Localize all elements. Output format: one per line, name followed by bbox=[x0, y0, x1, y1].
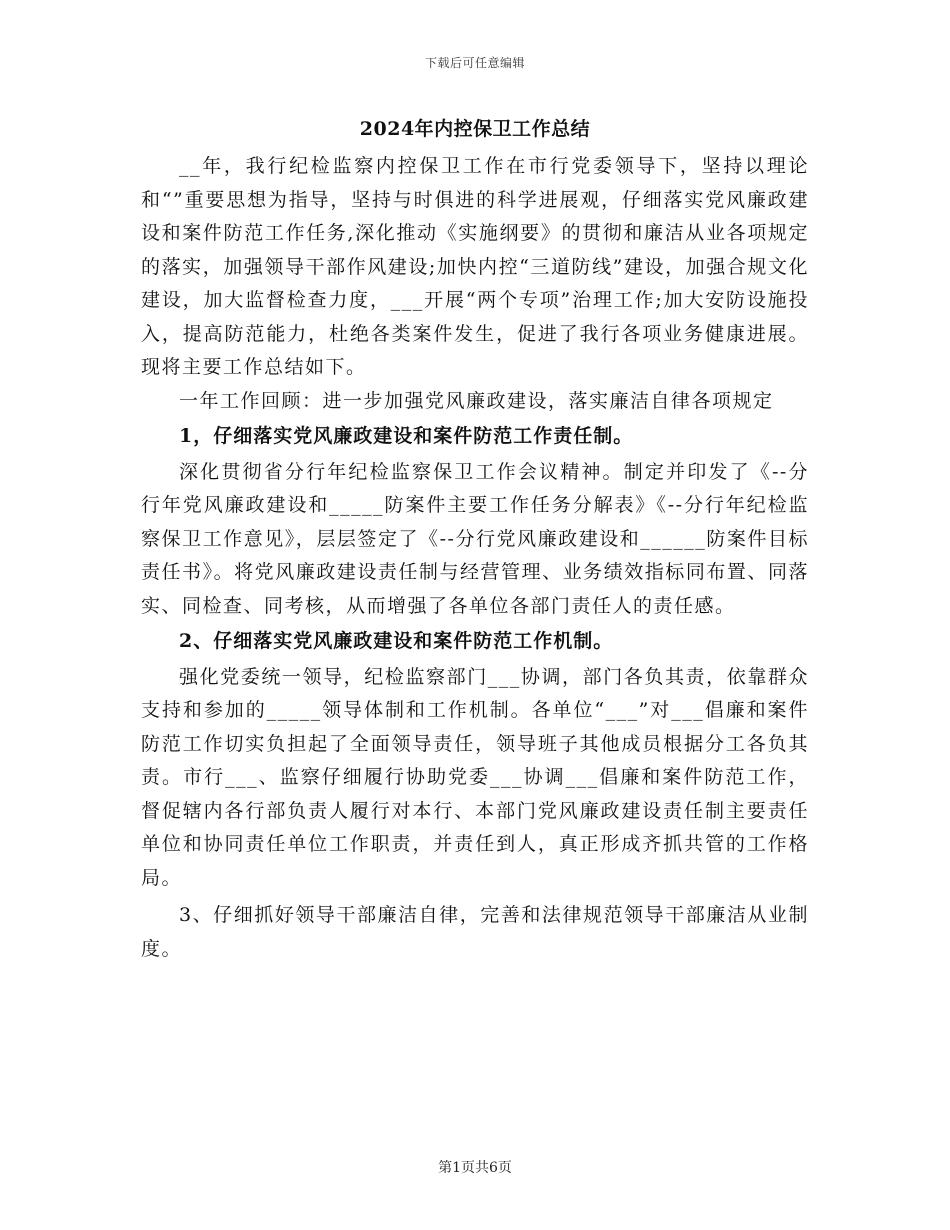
section-1-paragraph: 深化贯彻省分行年纪检监察保卫工作会议精神。制定并印发了《--分行年党风廉政建设和_____防案件主要工作任务分解表》《--分行年纪检监察保卫工作意见》，层层签定了《--分行党风廉政建设和______防案件目标责任书》。将党风廉政建设责任制与经营管理、业务绩效指标同布置、同落实、同检查、同考核，从而增强了各单位各部门责任人的责任感。 bbox=[141, 460, 809, 617]
review-paragraph: 一年工作回顾：进一步加强党风廉政建设，落实廉洁自律各项规定 bbox=[179, 389, 774, 412]
header-note: 下载后可任意编辑 bbox=[424, 56, 525, 70]
intro-paragraph: __年，我行纪检监察内控保卫工作在市行党委领导下，坚持以理论和“”重要思想为指导，坚持与时俱进的科学进展观，仔细落实党风廉政建设和案件防范工作任务,深化推动《实施纲要》的贯彻和廉洁从业各项规定的落实，加强领导干部作风建设;加快内控“三道防线”建设，加强合规文化建设，加大监督检查力度，___开展“两个专项”治理工作;加大安防设施投入，提高防范能力，杜绝各类案件发生，促进了我行各项业务健康进展。现将主要工作总结如下。 bbox=[141, 155, 809, 378]
document-title: 2024年内控保卫工作总结 bbox=[359, 118, 591, 140]
section-3-paragraph: 3、仔细抓好领导干部廉洁自律，完善和法律规范领导干部廉洁从业制度。 bbox=[141, 904, 809, 960]
section-heading-1: 1，仔细落实党风廉政建设和案件防范工作责任制。 bbox=[179, 425, 634, 447]
document-body bbox=[141, 150, 809, 966]
section-2-paragraph: 强化党委统一领导，纪检监察部门___协调，部门各负其责，依靠群众支持和参加的_____领导体制和工作机制。各单位“___”对___倡廉和案件防范工作切实负担起了全面领导责任，领导班子其他成员根据分工各负其责。市行___、监察仔细履行协助党委___协调___倡廉和案件防范工作，督促辖内各行部负责人履行对本行、本部门党风廉政建设责任制主要责任单位和协同责任单位工作职责，并责任到人，真正形成齐抓共管的工作格局。 bbox=[141, 665, 809, 889]
section-heading-2: 2、仔细落实党风廉政建设和案件防范工作机制。 bbox=[179, 630, 614, 652]
page-number: 第1页共6页 bbox=[438, 1160, 512, 1176]
